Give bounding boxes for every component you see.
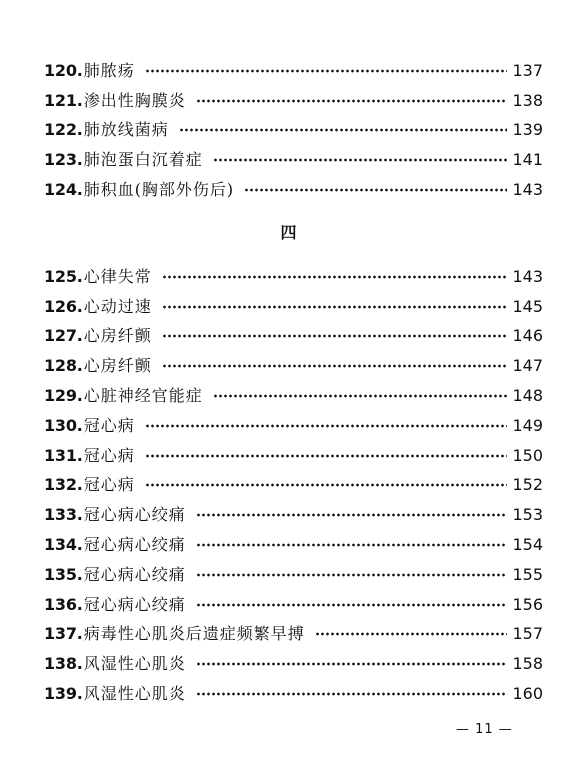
entry-title: 风湿性心肌炎 [83, 684, 186, 704]
entry-title: 肺泡蛋白沉着症 [83, 150, 203, 170]
entry-page-number: 143 [512, 180, 543, 200]
dot-leader [162, 275, 507, 279]
dot-leader [145, 454, 507, 458]
toc-entry [44, 351, 543, 381]
entry-number: 127. [44, 326, 83, 346]
toc-entry [44, 56, 543, 86]
entry-number: 131. [44, 445, 83, 465]
entry-title: 冠心病 [83, 415, 135, 435]
toc-entry [44, 620, 543, 650]
entry-number: 134. [44, 535, 83, 555]
section-heading: 四 [280, 223, 297, 242]
entry-number: 130. [44, 415, 83, 435]
dot-leader [196, 99, 507, 103]
entry-title: 心动过速 [83, 296, 152, 316]
entry-number: 128. [44, 356, 83, 376]
dot-leader [213, 158, 507, 162]
dot-leader [196, 573, 507, 577]
entry-number: 135. [44, 564, 83, 584]
toc-entry [44, 560, 543, 590]
toc-entry [44, 411, 543, 441]
entry-number: 124. [44, 180, 83, 200]
entry-page-number: 148 [512, 386, 543, 406]
toc-list-section-a [44, 56, 543, 205]
entry-number: 123. [44, 150, 83, 170]
entry-page-number: 150 [512, 445, 543, 465]
entry-page-number: 158 [512, 654, 543, 674]
entry-title: 渗出性胸膜炎 [83, 90, 186, 110]
dot-leader [145, 424, 507, 428]
dot-leader [196, 543, 507, 547]
toc-entry [44, 679, 543, 709]
toc-entry [44, 530, 543, 560]
entry-page-number: 149 [512, 415, 543, 435]
entry-number: 139. [44, 684, 83, 704]
entry-title: 肺脓疡 [83, 60, 135, 80]
entry-page-number: 145 [512, 296, 543, 316]
dot-leader [244, 188, 507, 192]
entry-page-number: 141 [512, 150, 543, 170]
entry-title: 病毒性心肌炎后遗症频繁早搏 [83, 624, 305, 644]
entry-number: 136. [44, 594, 83, 614]
entry-title: 肺放线菌病 [83, 120, 169, 140]
page-folio: — 11 — [456, 722, 513, 737]
toc-entry [44, 649, 543, 679]
entry-title: 心房纤颤 [83, 356, 152, 376]
entry-title: 心脏神经官能症 [83, 386, 203, 406]
dot-leader [315, 632, 507, 636]
toc-entry [44, 145, 543, 175]
entry-page-number: 160 [512, 684, 543, 704]
dot-leader [162, 334, 507, 338]
entry-page-number: 147 [512, 356, 543, 376]
entry-number: 138. [44, 654, 83, 674]
toc-entry [44, 86, 543, 116]
entry-title: 肺积血(胸部外伤后) [83, 180, 235, 200]
entry-number: 122. [44, 120, 83, 140]
entry-page-number: 143 [512, 266, 543, 286]
entry-number: 129. [44, 386, 83, 406]
entry-title: 冠心病 [83, 475, 135, 495]
toc-entry [44, 590, 543, 620]
entry-number: 137. [44, 624, 83, 644]
dot-leader [162, 364, 507, 368]
entry-page-number: 153 [512, 505, 543, 525]
dot-leader [162, 305, 507, 309]
entry-title: 冠心病 [83, 445, 135, 465]
toc-entry [44, 381, 543, 411]
dot-leader [196, 513, 507, 517]
dot-leader [196, 662, 507, 666]
toc-entry [44, 471, 543, 501]
toc-entry [44, 441, 543, 471]
toc-entry [44, 116, 543, 146]
toc-entry [44, 500, 543, 530]
dot-leader [213, 394, 507, 398]
entry-number: 121. [44, 90, 83, 110]
toc-entry [44, 262, 543, 292]
toc-entry [44, 292, 543, 322]
entry-title: 冠心病心绞痛 [83, 564, 186, 584]
entry-page-number: 156 [512, 594, 543, 614]
entry-title: 心房纤颤 [83, 326, 152, 346]
entry-page-number: 139 [512, 120, 543, 140]
entry-page-number: 152 [512, 475, 543, 495]
entry-page-number: 138 [512, 90, 543, 110]
dot-leader [196, 603, 507, 607]
entry-page-number: 155 [512, 564, 543, 584]
entry-number: 126. [44, 296, 83, 316]
dot-leader [179, 128, 507, 132]
entry-title: 冠心病心绞痛 [83, 594, 186, 614]
entry-title: 冠心病心绞痛 [83, 505, 186, 525]
entry-page-number: 154 [512, 535, 543, 555]
toc-entry [44, 175, 543, 205]
dot-leader [145, 69, 507, 73]
entry-number: 120. [44, 60, 83, 80]
toc-list-section-b [44, 262, 543, 709]
entry-title: 冠心病心绞痛 [83, 535, 186, 555]
entry-number: 132. [44, 475, 83, 495]
entry-number: 133. [44, 505, 83, 525]
entry-title: 心律失常 [83, 266, 152, 286]
entry-page-number: 146 [512, 326, 543, 346]
entry-page-number: 137 [512, 60, 543, 80]
entry-title: 风湿性心肌炎 [83, 654, 186, 674]
dot-leader [196, 692, 507, 696]
dot-leader [145, 483, 507, 487]
entry-number: 125. [44, 266, 83, 286]
entry-page-number: 157 [512, 624, 543, 644]
toc-entry [44, 322, 543, 352]
